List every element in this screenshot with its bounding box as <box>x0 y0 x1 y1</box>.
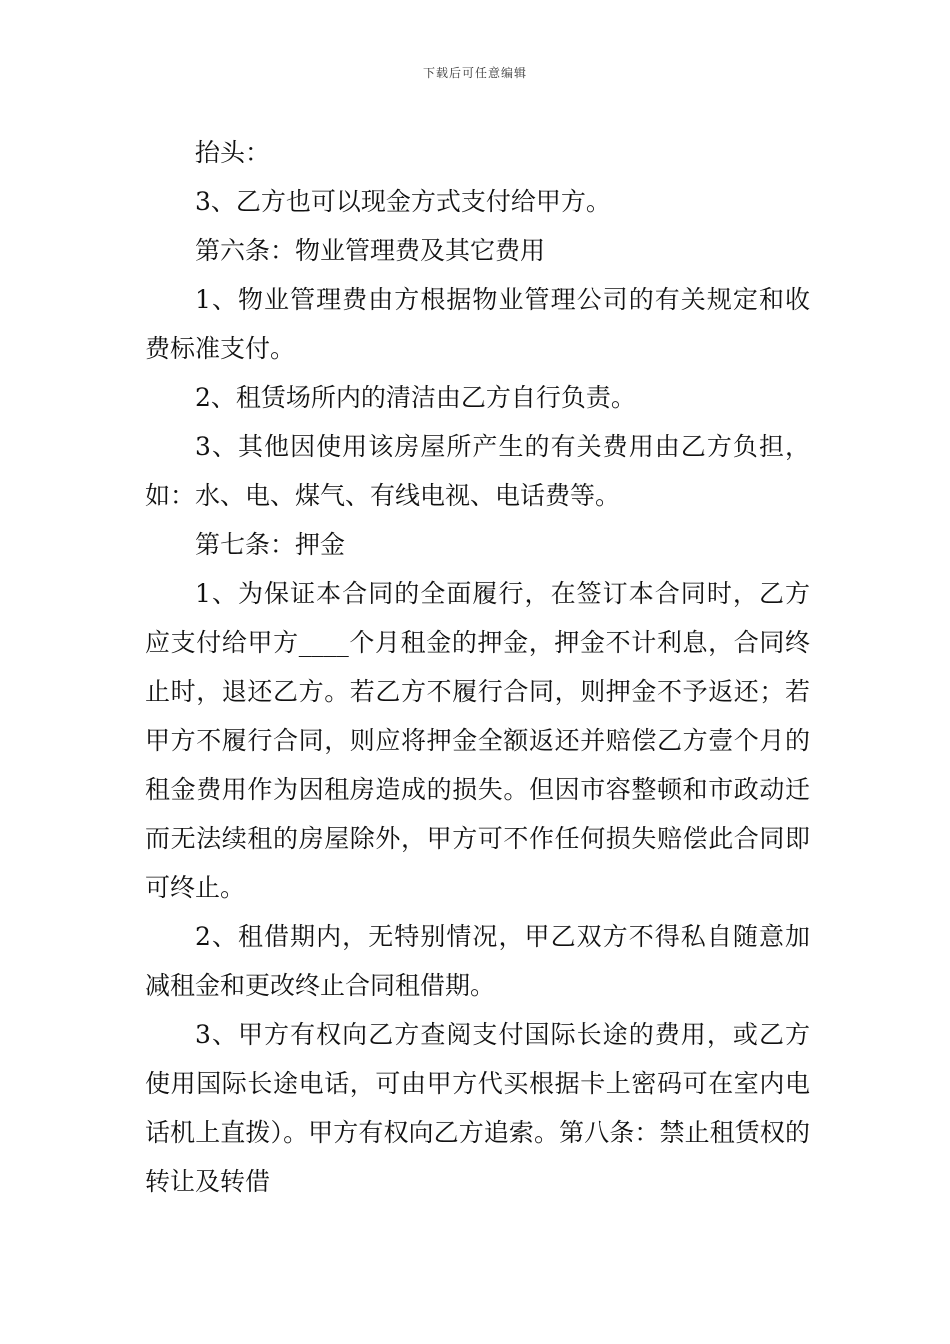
paragraph-clause: 2、租借期内，无特别情况，甲乙双方不得私自随意加减租金和更改终止合同租借期。 <box>145 922 810 1000</box>
page-header: 下载后可任意编辑 <box>422 66 527 80</box>
paragraph-clause: 1、为保证本合同的全面履行，在签订本合同时，乙方应支付给甲方____个月租金的押金，押金不计利息，合同终止时，退还乙方。若乙方不履行合同，则押金不予返还；若甲方不履行合同，则应将押金全额返还并赔偿乙方壹个月的租金费用作为因租房造成的损失。但因市容整顿和市政动迁而无法续租的房屋除外，甲方可不作任何损失赔偿此合同即可终止。 <box>145 579 810 902</box>
paragraph-clause: 3、乙方也可以现金方式支付给甲方。 <box>195 187 611 216</box>
paragraph-clause: 3、其他因使用该房屋所产生的有关费用由乙方负担，如：水、电、煤气、有线电视、电话费等。 <box>145 432 810 510</box>
paragraph-clause: 3、甲方有权向乙方查阅支付国际长途的费用，或乙方使用国际长途电话，可由甲方代买根据卡上密码可在室内电话机上直拨）。甲方有权向乙方追索。第八条：禁止租赁权的转让及转借 <box>145 1020 810 1196</box>
document-body <box>145 128 810 1206</box>
paragraph-heading-intro: 抬头： <box>195 138 271 167</box>
article-7-heading: 第七条：押金 <box>195 530 346 559</box>
article-6-heading: 第六条：物业管理费及其它费用 <box>195 236 546 265</box>
paragraph-clause: 2、租赁场所内的清洁由乙方自行负责。 <box>195 383 636 412</box>
paragraph-clause: 1、物业管理费由方根据物业管理公司的有关规定和收费标准支付。 <box>145 285 810 363</box>
